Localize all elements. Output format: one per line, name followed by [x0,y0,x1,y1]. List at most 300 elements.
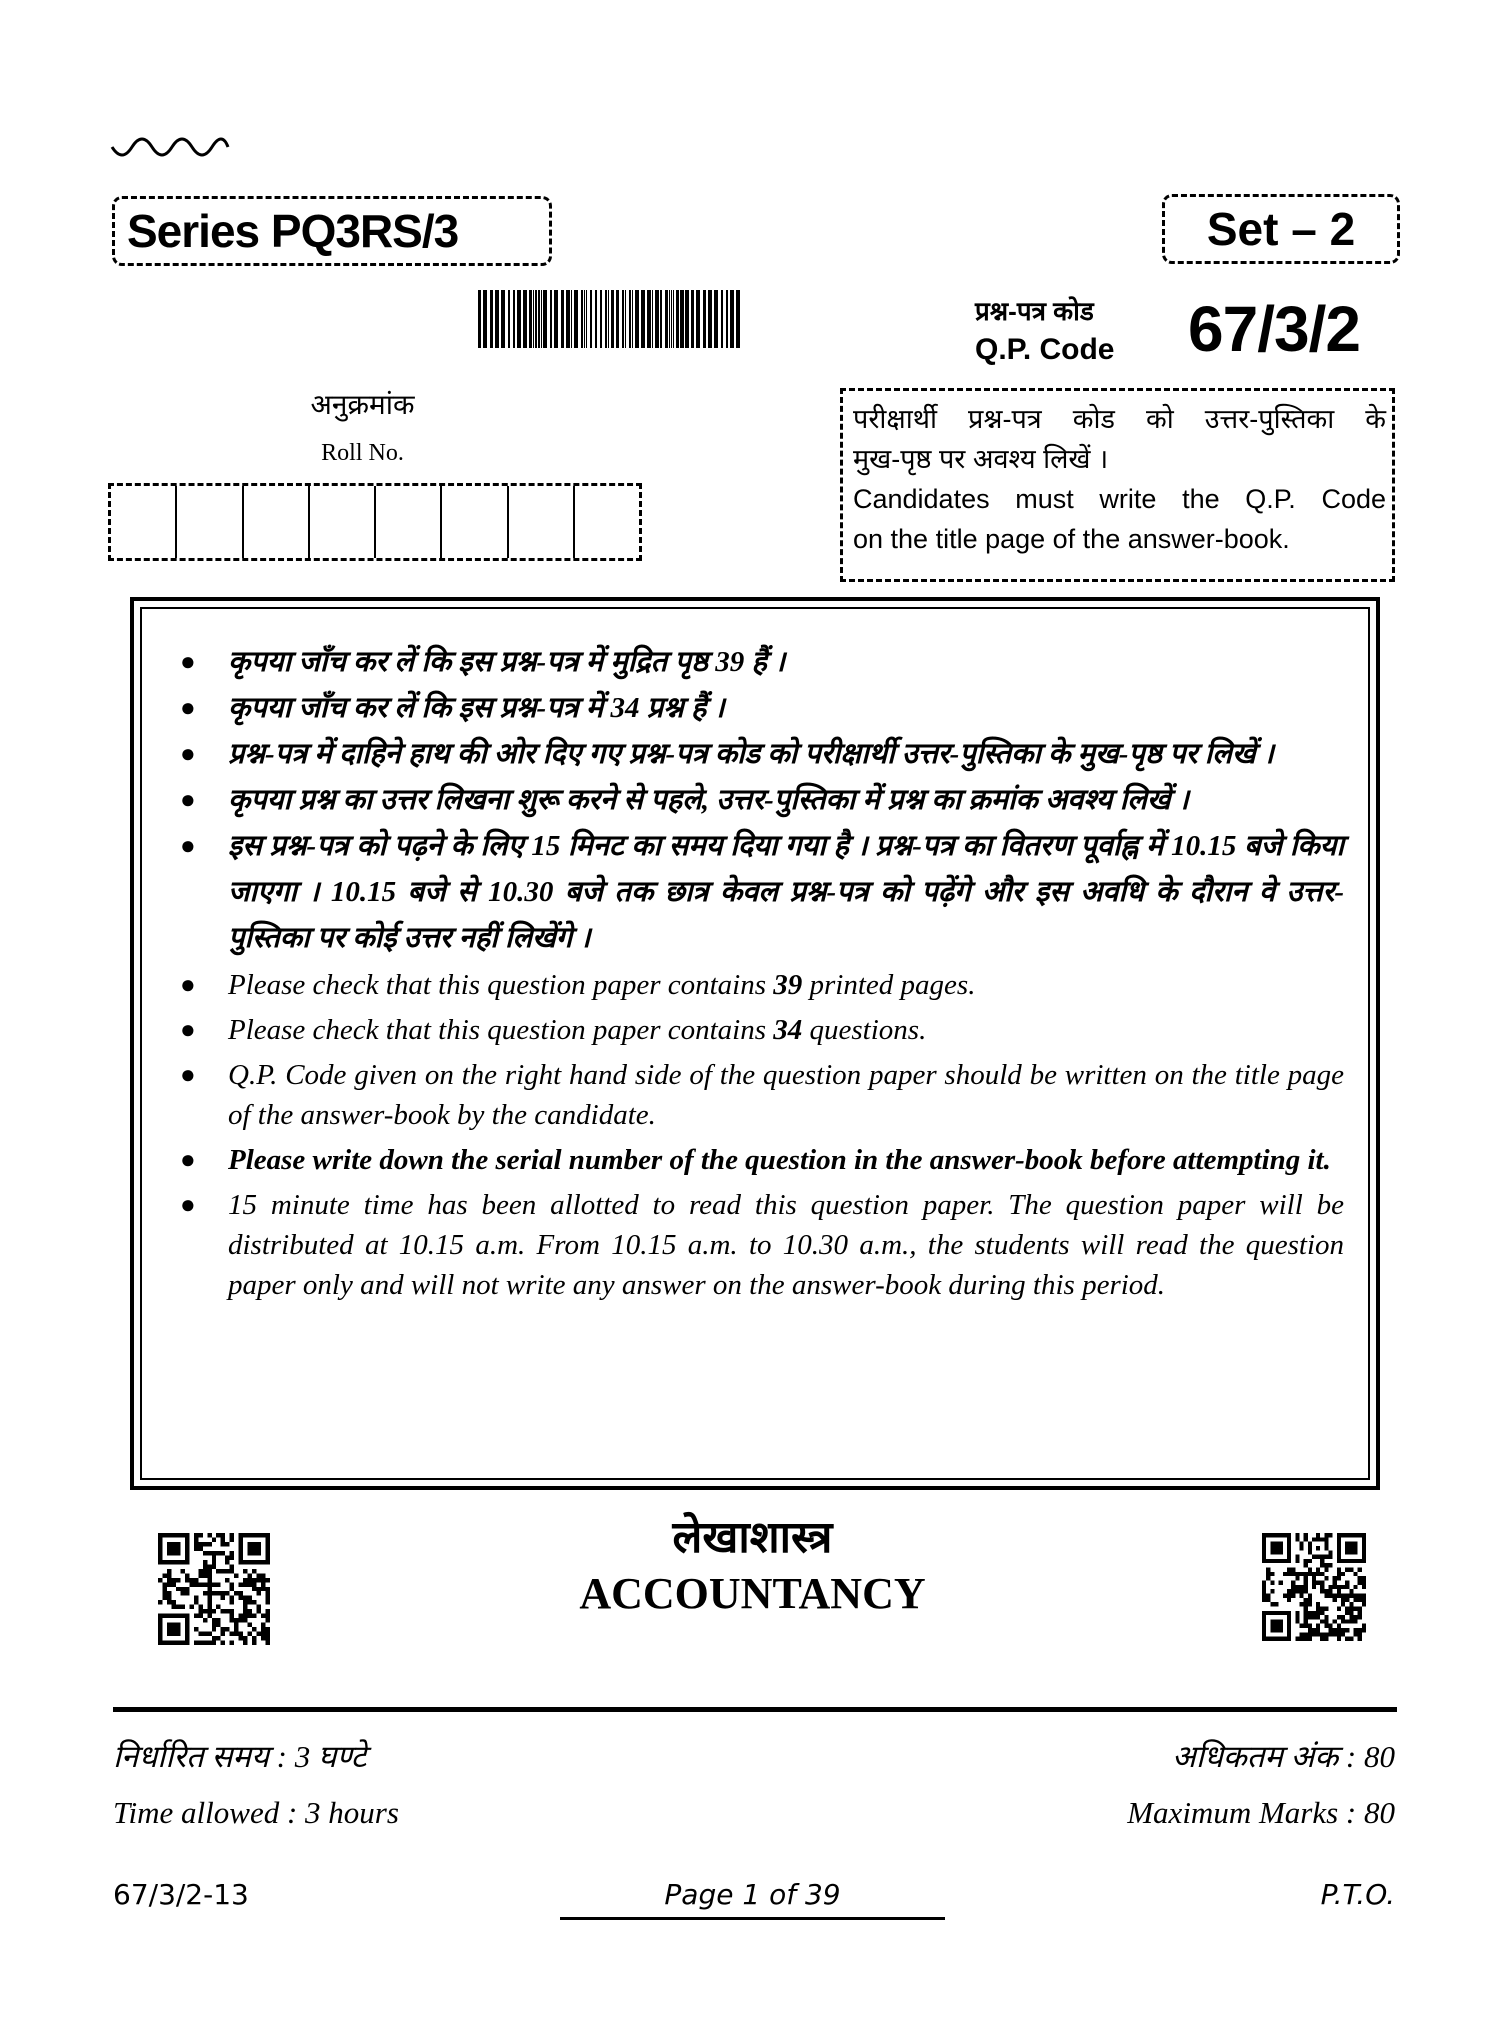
barcode-bar [478,290,481,348]
barcode-bar [625,290,626,348]
qr-module [203,1564,207,1568]
qr-module [203,1609,207,1613]
qr-module [212,1627,216,1631]
qr-module [1274,1602,1278,1606]
qr-module [1354,1632,1358,1636]
qr-module [1291,1589,1295,1593]
qr-module [185,1573,189,1577]
qr-module [1324,1576,1328,1580]
subject-title: ACCOUNTANCY [579,1569,926,1618]
qr-module [1295,1615,1299,1619]
barcode-bar [571,290,572,348]
qr-module [1333,1581,1337,1585]
barcode-bar [669,290,670,348]
qr-module [212,1551,216,1555]
qr-module [234,1632,238,1636]
qr-module [225,1542,229,1546]
qr-module [194,1537,198,1541]
qr-module [266,1591,270,1595]
qr-module [1304,1602,1308,1606]
qr-module [234,1591,238,1595]
qr-module [1304,1572,1308,1576]
barcode-bar [566,290,570,348]
qr-module [1312,1555,1316,1559]
qr-module [1299,1585,1303,1589]
qr-module [171,1582,175,1586]
qr-module [1320,1637,1324,1641]
qr-module [266,1609,270,1613]
qr-module [185,1587,189,1591]
qr-module [216,1618,220,1622]
qr-module [1304,1563,1308,1567]
qr-module [171,1600,175,1604]
qr-module [1345,1628,1349,1632]
qr-module [203,1591,207,1595]
qr-module [212,1560,216,1564]
qr-module [207,1600,211,1604]
qr-module [1287,1598,1291,1602]
qr-module [266,1636,270,1640]
qr-module [1333,1585,1337,1589]
qr-module [1341,1598,1345,1602]
barcode-bar [691,290,694,348]
qr-module [221,1569,225,1573]
instruction-item: ● Please check that this question paper contains 39 printed pages. [180,965,1344,1005]
qr-module [1337,1632,1341,1636]
qr-module [180,1605,184,1609]
qr-module [1308,1611,1312,1615]
qr-module [1320,1619,1324,1623]
qr-module [207,1641,211,1645]
bullet-icon: ● [180,1015,196,1044]
qr-module [1308,1542,1312,1546]
qr-module [1349,1589,1353,1593]
qr-module [1345,1606,1349,1610]
qr-module [1329,1632,1333,1636]
roll-number-label-hindi: अनुक्रमांक [310,390,415,421]
qr-module [1266,1572,1270,1576]
qr-module [194,1641,198,1645]
qr-module [1304,1615,1308,1619]
qr-module [180,1569,184,1573]
qr-module [1270,1581,1274,1585]
qr-module [1279,1581,1283,1585]
qr-module [198,1605,202,1609]
qr-module [1316,1615,1320,1619]
qr-module [234,1618,238,1622]
qr-module [198,1632,202,1636]
qr-module [216,1551,220,1555]
qr-module [230,1614,234,1618]
qr-module [180,1587,184,1591]
qr-module [239,1636,243,1640]
qr-module [1324,1533,1328,1537]
qr-module [1324,1555,1328,1559]
qr-module [261,1573,265,1577]
qr-module [194,1614,198,1618]
barcode-bar [714,290,718,348]
qr-module [221,1591,225,1595]
qr-module [1316,1606,1320,1610]
qr-module [1349,1593,1353,1597]
qr-module [1329,1628,1333,1632]
qr-module [216,1605,220,1609]
qr-module [221,1551,225,1555]
qr-module [252,1636,256,1640]
qr-module [1349,1637,1353,1641]
qr-module [243,1614,247,1618]
barcode-bar [550,290,552,348]
qr-module [207,1587,211,1591]
qr-module [162,1582,166,1586]
qr-module [207,1632,211,1636]
qr-module [1337,1572,1341,1576]
qr-module [1324,1593,1328,1597]
qr-module [1295,1589,1299,1593]
qr-module [1345,1637,1349,1641]
qr-module [1295,1555,1299,1559]
qr-module [167,1582,171,1586]
qr-module [162,1573,166,1577]
qr-module [207,1582,211,1586]
qr-module [1304,1589,1308,1593]
qr-module [1312,1572,1316,1576]
qr-module [212,1636,216,1640]
qr-module [1262,1585,1266,1589]
qr-module [248,1600,252,1604]
roll-number-cell [177,486,243,558]
qr-module [1337,1615,1341,1619]
qr-module [1358,1576,1362,1580]
qr-module [1333,1628,1337,1632]
qr-module [1312,1611,1316,1615]
bullet-icon: ● [180,785,196,814]
qr-module [1337,1589,1341,1593]
qr-module [225,1578,229,1582]
barcode-bar [641,290,645,348]
barcode-bar [632,290,633,348]
qr-module [1354,1606,1358,1610]
qr-module [1324,1624,1328,1628]
qr-module [194,1596,198,1600]
barcode-bar [676,290,679,348]
qr-module [1308,1546,1312,1550]
qr-module [1324,1542,1328,1546]
qr-module [216,1623,220,1627]
roll-number-cell [509,486,575,558]
barcode-bar [535,290,537,348]
qr-module [194,1533,198,1537]
bullet-icon: ● [180,1145,196,1174]
barcode-bar [513,290,515,348]
qr-module [1324,1589,1328,1593]
qr-module [1324,1637,1328,1641]
qr-module [1299,1572,1303,1576]
qr-module [239,1614,243,1618]
qr-module [1329,1593,1333,1597]
qr-module [1324,1537,1328,1541]
qr-module [1316,1624,1320,1628]
barcode-bar [616,290,619,348]
qr-module [243,1618,247,1622]
qr-module [167,1578,171,1582]
qr-module [1329,1533,1333,1537]
barcode-bar [726,290,728,348]
qr-module [1262,1589,1266,1593]
barcode-bar [655,290,659,348]
qr-module [194,1546,198,1550]
qr-module [1345,1585,1349,1589]
qr-module [207,1533,211,1537]
barcode-bar [622,290,624,348]
barcode-bar [671,290,672,348]
qr-module [221,1641,225,1645]
qr-module [1358,1593,1362,1597]
qr-module [266,1632,270,1636]
qr-module [221,1533,225,1537]
qr-module [1270,1572,1274,1576]
qr-module [261,1623,265,1627]
qr-module [216,1591,220,1595]
qr-module [203,1569,207,1573]
qp-code: 67/3/2 [1188,293,1360,365]
qr-module [203,1573,207,1577]
qr-module [252,1587,256,1591]
qr-module [1312,1628,1316,1632]
qr-module [1324,1563,1328,1567]
qr-code-icon [158,1533,270,1645]
barcode-bar [483,290,487,348]
qr-module [1349,1568,1353,1572]
barcode-bar [680,290,684,348]
series-label: Series PQ3RS/3 [112,196,552,266]
qr-module [1362,1598,1366,1602]
max-marks: Maximum Marks : 80 [1127,1795,1395,1830]
qr-module [207,1614,211,1618]
barcode-bar [608,290,609,348]
qr-module [243,1605,247,1609]
qr-module [248,1596,252,1600]
barcode-bar [605,290,607,348]
qr-module [257,1578,261,1582]
qr-module [216,1533,220,1537]
roll-number-cell [442,486,508,558]
qr-module [162,1596,166,1600]
qr-module [1308,1615,1312,1619]
qr-module [1358,1598,1362,1602]
qr-module [203,1641,207,1645]
qr-module [1358,1628,1362,1632]
qr-module [266,1578,270,1582]
qr-module [1308,1598,1312,1602]
qr-module [1333,1598,1337,1602]
qr-module [230,1537,234,1541]
qr-module [198,1533,202,1537]
qr-module [1262,1598,1266,1602]
qr-module [1324,1632,1328,1636]
qr-module [221,1632,225,1636]
barcode-bar [703,290,706,348]
qr-module [1333,1576,1337,1580]
barcode-bar [600,290,602,348]
qr-module [1283,1572,1287,1576]
barcode-bar [660,290,662,348]
qr-module [1337,1585,1341,1589]
barcode-bar [541,290,542,348]
qr-module [1341,1615,1345,1619]
qr-module [230,1551,234,1555]
qr-module [1266,1568,1270,1572]
qr-module [1262,1593,1266,1597]
qr-module [1299,1546,1303,1550]
qr-module [1341,1628,1345,1632]
qr-module [1295,1559,1299,1563]
qr-module [1316,1555,1320,1559]
qr-module [194,1600,198,1604]
qr-module [252,1578,256,1582]
barcode-bar [554,290,558,348]
page-number: Page 1 of 39 [560,1878,945,1920]
qr-module [266,1618,270,1622]
qr-module [239,1591,243,1595]
bullet-icon: ● [180,739,196,768]
qr-module [248,1573,252,1577]
qr-module [230,1618,234,1622]
qr-module [1304,1533,1308,1537]
qr-module [198,1546,202,1550]
qr-module [167,1573,171,1577]
qr-module [207,1596,211,1600]
tilde-mark [110,135,230,165]
qr-module [1308,1628,1312,1632]
qr-module [261,1636,265,1640]
qr-module [266,1627,270,1631]
qr-module [230,1596,234,1600]
qr-module [257,1632,261,1636]
qr-module [221,1542,225,1546]
instruction-item: ● कृपया प्रश्न का उत्तर लिखना शुरू करने से पहले, उत्तर-पुस्तिका में प्रश्न का क्रमांक अवश्य लिखें । [180,777,1344,823]
qr-module [1358,1615,1362,1619]
bullet-icon: ● [180,1190,196,1219]
qr-module [1287,1589,1291,1593]
qr-module [1349,1602,1353,1606]
qr-module [243,1569,247,1573]
barcode-bar [581,290,583,348]
time-allowed: Time allowed : 3 hours [113,1795,399,1830]
qr-module [230,1632,234,1636]
qr-module [198,1582,202,1586]
qr-module [207,1551,211,1555]
qr-module [239,1632,243,1636]
qr-module [248,1632,252,1636]
qr-module [1308,1632,1312,1636]
qr-module [248,1578,252,1582]
instruction-item: ● 15 minute time has been allotted to read this question paper. The question paper will be distributed at 10.15 a.m. From 10.15 a.m. to 10.30 a.m., the students will read the question paper only and will not write any answer on the answer-book during this period. [180,1185,1344,1305]
qr-module [167,1542,180,1555]
qr-module [1295,1611,1299,1615]
barcode-bar [696,290,700,348]
qr-module [189,1582,193,1586]
qr-module [171,1605,175,1609]
qr-module [1295,1576,1299,1580]
qr-module [212,1591,216,1595]
qr-module [1329,1585,1333,1589]
qr-module [1345,1542,1357,1555]
qr-module [225,1627,229,1631]
barcode-bar [495,290,499,348]
qr-module [1295,1585,1299,1589]
qr-module [1291,1593,1295,1597]
divider [113,1707,1397,1712]
qr-module [230,1555,234,1559]
barcode-bar [736,290,740,348]
qr-module [248,1542,261,1555]
qr-module [1324,1568,1328,1572]
qr-module [1308,1624,1312,1628]
barcode-bar [543,290,547,348]
qr-module [1291,1581,1295,1585]
qr-module [1304,1598,1308,1602]
instruction-item: ● इस प्रश्न-पत्र को पढ़ने के लिए 15 मिनट का समय दिया गया है । प्रश्न-पत्र का वितरण पूर्वाह्न में 10.15 बजे किया जाएगा । 10.15 बजे से 10.30 बजे तक छात्र केवल प्रश्न-पत्र को पढ़ेंगे और इस अवधि के दौरान वे उत्तर-पुस्तिका पर कोई उत्तर नहीं लिखेंगे । [180,823,1344,961]
bullet-icon: ● [180,970,196,999]
qr-module [1316,1602,1320,1606]
qr-module [257,1587,261,1591]
qr-module [1308,1559,1312,1563]
qr-module [243,1578,247,1582]
qr-module [1349,1606,1353,1610]
barcode-bar [611,290,614,348]
qr-module [1316,1581,1320,1585]
qr-module [1266,1593,1270,1597]
qr-module [1308,1602,1312,1606]
qr-module [234,1573,238,1577]
max-marks-hindi: अधिकतम अंक : 80 [1172,1739,1395,1774]
qr-module [1295,1533,1299,1537]
qr-module [162,1591,166,1595]
qp-code-label-hindi: प्रश्न-पत्र कोड [975,296,1094,326]
roll-number-cell [575,486,639,558]
qr-module [1299,1542,1303,1546]
barcode-bar [561,290,564,348]
qr-module [185,1591,189,1595]
qr-module [230,1564,234,1568]
qr-module [252,1600,256,1604]
bullet-icon: ● [180,1060,196,1089]
qr-module [1349,1611,1353,1615]
qr-module [198,1641,202,1645]
qr-module [1316,1568,1320,1572]
qr-module [1337,1593,1341,1597]
qr-module [185,1578,189,1582]
qr-module [1304,1585,1308,1589]
qr-module [1295,1537,1299,1541]
qr-module [1320,1555,1324,1559]
qr-module [189,1605,193,1609]
instruction-item: ● प्रश्न-पत्र में दाहिने हाथ की ओर दिए गए प्रश्न-पत्र कोड को परीक्षार्थी उत्तर-पुस्तिका के मुख-पृष्ठ पर लिखें । [180,731,1344,777]
qr-module [1358,1611,1362,1615]
qr-module [1349,1615,1353,1619]
qr-module [1341,1593,1345,1597]
qr-module [1341,1602,1345,1606]
subject-title-hindi: लेखाशास्त्र [672,1513,833,1562]
qr-module [1316,1628,1320,1632]
qr-module [239,1618,243,1622]
qr-module [252,1582,256,1586]
qr-module [1295,1619,1299,1623]
qr-module [1295,1572,1299,1576]
qr-module [266,1596,270,1600]
qr-module [1291,1568,1295,1572]
